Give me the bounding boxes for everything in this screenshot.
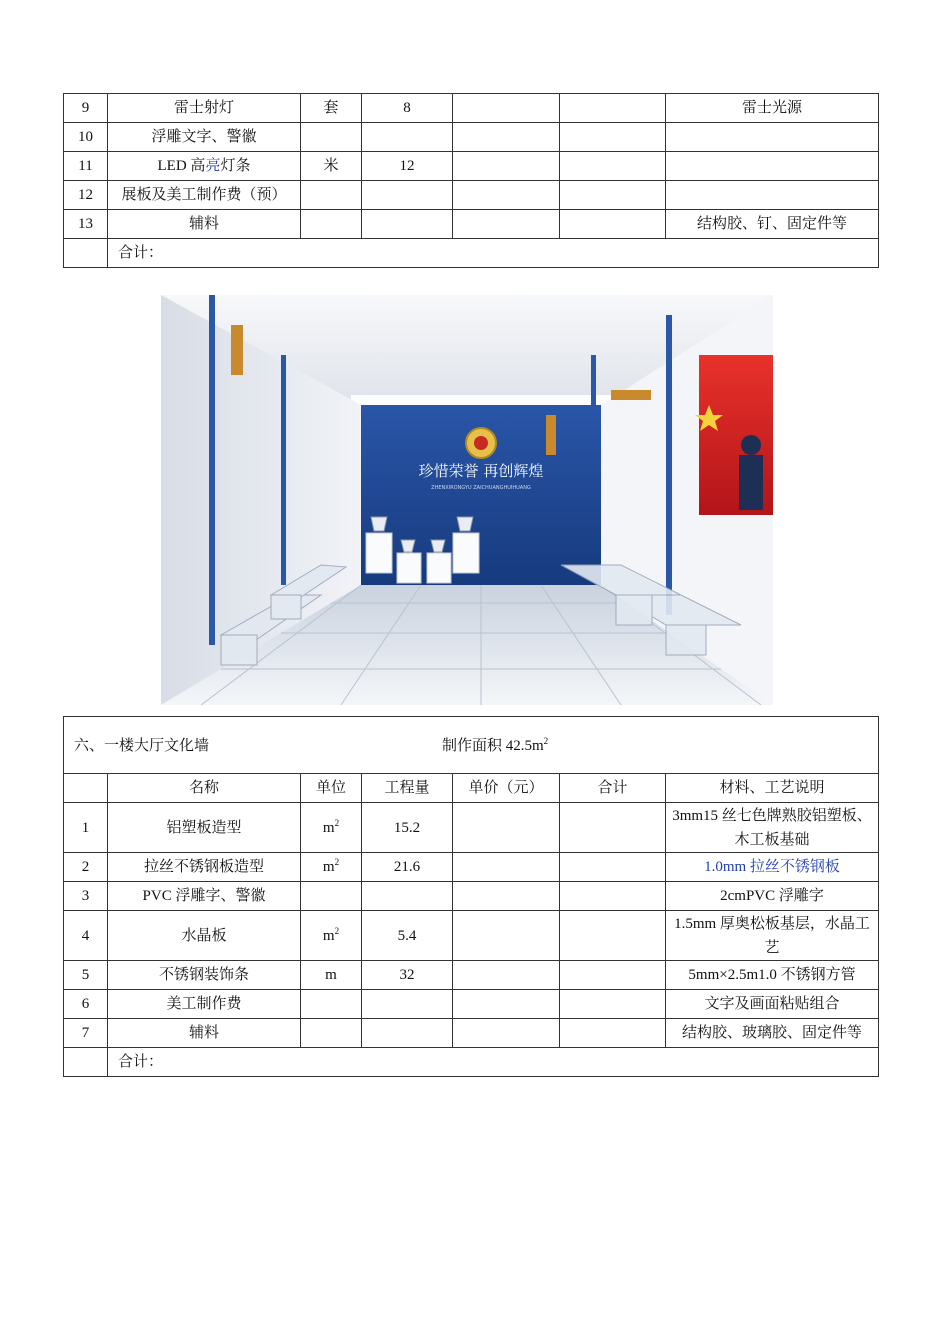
wall-plaque <box>546 415 556 455</box>
item-quantity <box>362 1019 453 1048</box>
item-total <box>560 803 666 853</box>
row-number: 2 <box>64 853 108 882</box>
item-unit: 米 <box>301 152 362 181</box>
item-note <box>666 152 879 181</box>
item-name-part: 灯条 <box>220 158 251 174</box>
item-note: 1.5mm 厚奥松板基层，水晶工艺 <box>666 911 879 961</box>
section-title: 六、一楼大厅文化墙 <box>74 738 210 754</box>
item-total <box>560 853 666 882</box>
item-total <box>560 990 666 1019</box>
table-row <box>64 1019 879 1048</box>
item-total <box>560 1019 666 1048</box>
item-total <box>560 123 666 152</box>
item-total <box>560 152 666 181</box>
pedestal <box>366 533 392 573</box>
row-number: 1 <box>64 803 108 853</box>
unit-text: m <box>325 967 337 983</box>
trophy-icon <box>431 540 445 552</box>
row-number: 7 <box>64 1019 108 1048</box>
trophy-icon <box>457 517 473 531</box>
culture-wall-table <box>63 716 879 1077</box>
header-quantity: 工程量 <box>362 774 453 803</box>
table-row <box>64 853 879 882</box>
item-name: 辅料 <box>108 210 301 239</box>
item-total <box>560 94 666 123</box>
item-unit-price <box>453 94 560 123</box>
total-label: 合计： <box>108 1048 879 1077</box>
item-quantity <box>362 181 453 210</box>
header-note: 材料、工艺说明 <box>666 774 879 803</box>
item-unit-price <box>453 210 560 239</box>
item-unit <box>301 1019 362 1048</box>
header-name: 名称 <box>108 774 301 803</box>
trophy-icon <box>401 540 415 552</box>
pedestal <box>453 533 479 573</box>
item-total <box>560 210 666 239</box>
row-number <box>64 239 108 268</box>
item-note: 结构胶、玻璃胶、固定件等 <box>666 1019 879 1048</box>
item-note: 3mm15 丝七色牌熟胶铝塑板、木工板基础 <box>666 803 879 853</box>
item-note: 1.0mm 拉丝不锈钢板 <box>666 853 879 882</box>
item-name: 浮雕文字、警徽 <box>108 123 301 152</box>
table-row <box>64 94 879 123</box>
row-number: 5 <box>64 961 108 990</box>
production-area <box>442 734 548 758</box>
unit-sup: 2 <box>334 817 340 828</box>
item-total <box>560 882 666 911</box>
item-note: 文字及画面粘贴组合 <box>666 990 879 1019</box>
police-emblem-center <box>474 436 488 450</box>
item-note <box>666 181 879 210</box>
item-quantity: 21.6 <box>362 853 453 882</box>
item-unit-price <box>453 123 560 152</box>
item-total <box>560 911 666 961</box>
slogan-text: 珍惜荣誉 再创辉煌 <box>418 462 544 480</box>
item-unit-price <box>453 882 560 911</box>
row-number: 4 <box>64 911 108 961</box>
item-unit-price <box>453 911 560 961</box>
item-name: 不锈钢装饰条 <box>108 961 301 990</box>
production-area-unit-sup: 2 <box>543 736 549 746</box>
item-unit <box>301 990 362 1019</box>
item-name: 展板及美工制作费（预） <box>108 181 301 210</box>
item-unit <box>301 181 362 210</box>
table-row <box>64 911 879 961</box>
slogan-pinyin: ZHENXIRONGYU ZAICHUANGHUIHUANG <box>431 485 531 491</box>
item-quantity <box>362 990 453 1019</box>
item-unit-price <box>453 181 560 210</box>
item-name: 水晶板 <box>108 911 301 961</box>
column-header-row <box>64 774 879 803</box>
header-number <box>64 774 108 803</box>
item-note: 2cmPVC 浮雕字 <box>666 882 879 911</box>
row-number: 11 <box>64 152 108 181</box>
trophy-icon <box>371 517 387 531</box>
row-number: 10 <box>64 123 108 152</box>
row-number: 6 <box>64 990 108 1019</box>
item-name: 美工制作费 <box>108 990 301 1019</box>
left-blue-pillar <box>281 355 286 585</box>
culture-wall-rendering <box>161 295 773 705</box>
item-unit <box>301 803 362 853</box>
item-quantity <box>362 123 453 152</box>
row-number: 13 <box>64 210 108 239</box>
total-label: 合计： <box>108 239 879 268</box>
item-name: 辅料 <box>108 1019 301 1048</box>
item-unit <box>301 123 362 152</box>
officer-figure <box>741 435 761 455</box>
item-unit <box>301 961 362 990</box>
row-number: 3 <box>64 882 108 911</box>
row-number: 9 <box>64 94 108 123</box>
table-row <box>64 882 879 911</box>
header-unit: 单位 <box>301 774 362 803</box>
total-row <box>64 1048 879 1077</box>
header-unit-price: 单价（元） <box>453 774 560 803</box>
item-name-highlight: 亮 <box>205 158 221 174</box>
row-number: 12 <box>64 181 108 210</box>
pedestal <box>427 553 451 583</box>
item-note: 5mm×2.5m1.0 不锈钢方管 <box>666 961 879 990</box>
unit-sup: 2 <box>334 857 340 867</box>
table-row <box>64 961 879 990</box>
item-quantity: 12 <box>362 152 453 181</box>
item-unit-price <box>453 961 560 990</box>
item-name: 雷士射灯 <box>108 94 301 123</box>
table-row <box>64 803 879 853</box>
item-name: 铝塑板造型 <box>108 803 301 853</box>
wall-plaque <box>611 390 651 400</box>
item-name-part: LED 高 <box>157 158 206 174</box>
item-quantity: 8 <box>362 94 453 123</box>
item-note <box>666 123 879 152</box>
item-unit <box>301 210 362 239</box>
item-quantity: 15.2 <box>362 803 453 853</box>
unit-sup: 2 <box>334 925 340 936</box>
row-number <box>64 1048 108 1077</box>
item-unit-price <box>453 803 560 853</box>
item-unit-price <box>453 1019 560 1048</box>
table-row <box>64 210 879 239</box>
production-area-value: 制作面积 42.5m <box>442 738 544 754</box>
item-quantity: 5.4 <box>362 911 453 961</box>
officer-figure-body <box>739 455 763 510</box>
item-quantity: 32 <box>362 961 453 990</box>
header-total: 合计 <box>560 774 666 803</box>
unit-text: m <box>322 927 335 944</box>
total-row <box>64 239 879 268</box>
table-row <box>64 181 879 210</box>
item-name: PVC 浮雕字、警徽 <box>108 882 301 911</box>
table-row <box>64 152 879 181</box>
item-quantity <box>362 882 453 911</box>
materials-table-continued <box>63 93 879 268</box>
item-name: 拉丝不锈钢板造型 <box>108 853 301 882</box>
item-unit-price <box>453 152 560 181</box>
wall-plaque <box>231 325 243 375</box>
item-unit <box>301 911 362 961</box>
table-row <box>64 123 879 152</box>
unit-text: m <box>322 859 335 875</box>
left-blue-pillar <box>209 295 215 645</box>
item-unit <box>301 882 362 911</box>
section-header-row <box>64 717 879 774</box>
item-unit: 套 <box>301 94 362 123</box>
ceiling-light-strip <box>351 395 611 405</box>
item-total <box>560 181 666 210</box>
item-unit-price <box>453 990 560 1019</box>
item-unit-price <box>453 853 560 882</box>
item-name <box>108 152 301 181</box>
item-quantity <box>362 210 453 239</box>
section-header <box>64 717 879 774</box>
table-row <box>64 990 879 1019</box>
pedestal <box>397 553 421 583</box>
right-blue-pillar <box>666 315 672 615</box>
unit-text: m <box>322 819 335 836</box>
item-unit <box>301 853 362 882</box>
item-note: 结构胶、钉、固定件等 <box>666 210 879 239</box>
item-note: 雷士光源 <box>666 94 879 123</box>
item-total <box>560 961 666 990</box>
